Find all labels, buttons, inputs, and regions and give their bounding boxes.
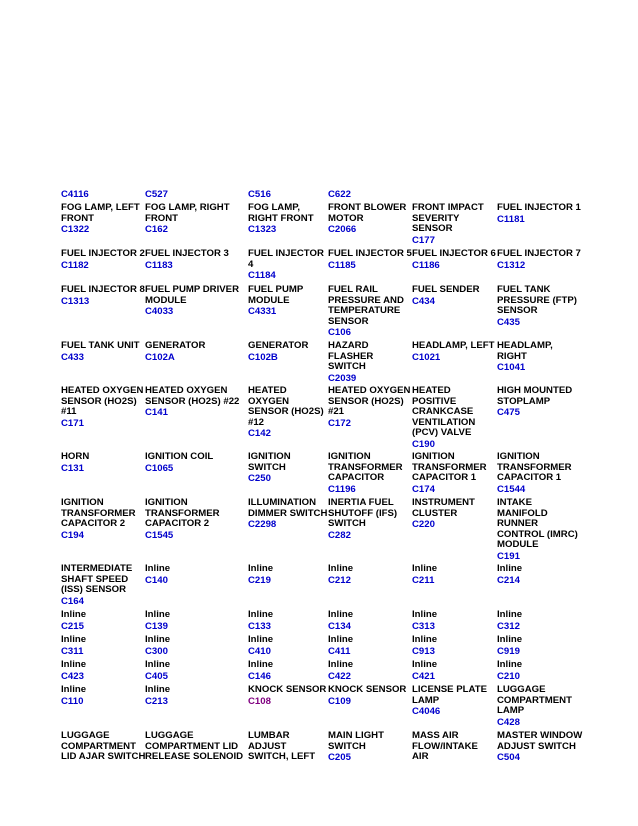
connector-link[interactable]: C2298 <box>248 519 277 531</box>
connector-entry <box>61 685 86 707</box>
connector-link[interactable]: C194 <box>61 529 84 541</box>
connector-entry <box>328 189 351 201</box>
component-name: IGNITION TRANSFORMER CAPACITOR 1 <box>497 451 572 484</box>
connector-entry <box>61 452 89 474</box>
component-name: FUEL INJECTOR 2 <box>61 248 145 259</box>
connector-entry <box>412 498 475 531</box>
connector-entry <box>497 635 522 657</box>
connector-link[interactable]: C212 <box>328 574 351 586</box>
connector-link[interactable]: C102A <box>145 351 175 363</box>
connector-entry <box>61 285 145 307</box>
component-name: FUEL INJECTOR 1 <box>497 202 581 213</box>
connector-link[interactable]: C220 <box>412 519 435 531</box>
connector-link[interactable]: C172 <box>328 417 351 429</box>
connector-link[interactable]: C4116 <box>61 189 89 200</box>
connector-link[interactable]: C282 <box>328 529 351 541</box>
component-name: Inline <box>145 634 171 645</box>
connector-entry <box>412 249 496 271</box>
connector-link[interactable]: C131 <box>61 462 84 474</box>
connector-link[interactable]: C313 <box>412 620 435 632</box>
connector-entry <box>412 610 437 632</box>
connector-entry <box>497 685 572 728</box>
component-name: Inline <box>328 609 354 620</box>
connector-entry <box>145 189 168 201</box>
connector-entry <box>328 610 353 632</box>
connector-entry <box>145 452 213 474</box>
connector-link[interactable]: C102B <box>248 351 278 363</box>
component-name: Inline <box>412 634 438 645</box>
component-name: FUEL INJECTOR 6 <box>412 248 496 259</box>
component-name: Inline <box>248 659 274 670</box>
connector-link[interactable]: C141 <box>145 407 168 419</box>
connector-link[interactable]: C913 <box>412 645 435 657</box>
component-name: HEADLAMP, RIGHT <box>497 340 553 362</box>
component-name: Inline <box>328 659 354 670</box>
component-name: KNOCK SENSOR <box>328 684 407 695</box>
connector-link[interactable]: C4033 <box>145 306 174 318</box>
connector-link[interactable]: C146 <box>248 670 271 682</box>
connector-entry <box>145 564 170 586</box>
connector-link[interactable]: C435 <box>497 316 520 328</box>
connector-entry <box>328 660 353 682</box>
connector-entry <box>328 685 406 707</box>
connector-entry <box>145 498 220 541</box>
connector-link[interactable]: C1185 <box>328 259 356 271</box>
component-name: FUEL RAIL PRESSURE AND TEMPERATURE SENSOR <box>328 284 404 327</box>
connector-entry <box>61 498 136 541</box>
connector-link[interactable]: C191 <box>497 550 520 562</box>
component-name: Inline <box>497 634 523 645</box>
connector-entry <box>248 386 324 440</box>
component-name: Inline <box>145 659 171 670</box>
connector-entry <box>412 635 437 657</box>
component-name: Inline <box>328 634 354 645</box>
connector-entry <box>145 610 170 632</box>
connector-link[interactable]: C300 <box>145 645 168 657</box>
component-name: INERTIA FUEL SHUTOFF (IFS) SWITCH <box>328 497 398 530</box>
component-name: FUEL INJECTOR 4 <box>248 248 324 270</box>
connector-link[interactable]: C527 <box>145 189 168 200</box>
component-name: Inline <box>412 563 438 574</box>
component-name: Inline <box>61 684 87 695</box>
component-name: FUEL INJECTOR 3 <box>145 248 229 259</box>
connector-link[interactable]: C219 <box>248 574 271 586</box>
connector-link[interactable]: C475 <box>497 407 520 419</box>
component-name: HEATED OXYGEN SENSOR (HO2S) #12 <box>248 385 324 428</box>
connector-entry <box>412 285 480 307</box>
component-name: GENERATOR <box>145 340 206 351</box>
connector-link[interactable]: C162 <box>145 224 168 236</box>
connector-entry <box>61 564 132 607</box>
connector-entry <box>328 452 403 495</box>
connector-link[interactable]: C106 <box>328 327 351 339</box>
connector-entry <box>328 731 384 764</box>
connector-link[interactable]: C1183 <box>145 259 173 271</box>
connector-link[interactable]: C1313 <box>61 295 90 307</box>
connector-entry <box>328 203 406 236</box>
component-name: Inline <box>145 563 171 574</box>
component-name: ILLUMINATION DIMMER SWITCH <box>248 497 328 519</box>
connector-entry <box>412 660 437 682</box>
component-name: IGNITION COIL <box>145 451 214 462</box>
component-name: FRONT IMPACT SEVERITY SENSOR <box>412 202 484 235</box>
connector-entry <box>497 249 581 271</box>
connector-link[interactable]: C133 <box>248 620 271 632</box>
connector-link[interactable]: C1323 <box>248 224 277 236</box>
connector-entry <box>328 249 412 271</box>
component-name: Inline <box>497 659 523 670</box>
component-name: Inline <box>248 634 274 645</box>
component-name: INSTRUMENT CLUSTER <box>412 497 475 519</box>
connector-entry <box>61 249 145 271</box>
connector-link[interactable]: C109 <box>328 695 351 707</box>
connector-entry <box>497 452 572 495</box>
connector-link[interactable]: C1544 <box>497 483 526 495</box>
connector-entry <box>248 610 273 632</box>
connector-link[interactable]: C422 <box>328 670 351 682</box>
connector-entry <box>145 635 170 657</box>
component-name: HIGH MOUNTED STOPLAMP <box>497 385 573 407</box>
component-name: IGNITION TRANSFORMER CAPACITOR <box>328 451 403 484</box>
component-name: IGNITION TRANSFORMER CAPACITOR 2 <box>145 497 220 530</box>
connector-link[interactable]: C142 <box>248 428 271 440</box>
connector-entry <box>61 189 89 201</box>
connector-entry <box>248 452 291 485</box>
connector-link[interactable]: C2066 <box>328 224 357 236</box>
connector-entry <box>328 635 353 657</box>
component-name: FUEL TANK UNIT <box>61 340 140 351</box>
connector-entry <box>328 285 404 339</box>
connector-entry <box>497 610 522 632</box>
component-name: LICENSE PLATE LAMP <box>412 684 487 706</box>
component-name: Inline <box>61 634 87 645</box>
connector-entry <box>497 341 553 374</box>
connector-entry <box>145 203 230 236</box>
connector-entry <box>328 564 353 586</box>
component-name: FUEL INJECTOR 7 <box>497 248 581 259</box>
component-name: HORN <box>61 451 90 462</box>
component-name: MASS AIR FLOW/INTAKE AIR <box>412 730 478 763</box>
component-name: HEATED OXYGEN SENSOR (HO2S) #21 <box>328 385 411 418</box>
component-name: HEADLAMP, LEFT <box>412 340 495 351</box>
component-name: HAZARD FLASHER SWITCH <box>328 340 374 373</box>
connector-entry <box>61 341 140 363</box>
connector-link[interactable]: C311 <box>61 645 84 657</box>
connector-link[interactable]: C1545 <box>145 529 174 541</box>
connector-link[interactable]: C210 <box>497 670 520 682</box>
connector-entry <box>412 685 487 718</box>
component-name: KNOCK SENSOR <box>248 684 327 695</box>
component-name: Inline <box>497 609 523 620</box>
connector-entry <box>248 660 273 682</box>
connector-entry <box>497 203 581 225</box>
component-name: Inline <box>61 609 87 620</box>
connector-link[interactable]: C1182 <box>61 259 89 271</box>
connector-entry <box>248 249 324 282</box>
connector-entry <box>328 498 397 541</box>
component-name: HEATED POSITIVE CRANKCASE VENTILATION (PCV) VALVE <box>412 385 476 439</box>
connector-link[interactable]: C190 <box>412 438 435 450</box>
component-name: Inline <box>497 563 523 574</box>
component-name: FOG LAMP, RIGHT FRONT <box>248 202 314 224</box>
component-name: HEATED OXYGEN SENSOR (HO2S) #22 <box>145 385 240 407</box>
connector-entry <box>61 635 86 657</box>
connector-entry <box>497 660 522 682</box>
connector-link[interactable]: C434 <box>412 295 435 307</box>
connector-entry <box>497 386 572 419</box>
connector-entry <box>61 731 145 763</box>
connector-entry <box>248 731 315 763</box>
component-name: Inline <box>248 609 274 620</box>
connector-entry <box>412 564 437 586</box>
connector-link[interactable]: C1312 <box>497 259 526 271</box>
component-name: Inline <box>412 659 438 670</box>
connector-link[interactable]: C4046 <box>412 706 441 718</box>
component-name: FUEL PUMP DRIVER MODULE <box>145 284 239 306</box>
component-name: LUGGAGE COMPARTMENT LID AJAR SWITCH <box>61 730 146 763</box>
connector-link[interactable]: C504 <box>497 752 520 764</box>
connector-link[interactable]: C134 <box>328 620 351 632</box>
connector-link[interactable]: C1041 <box>497 362 526 374</box>
component-name: LUGGAGE COMPARTMENT LID RELEASE SOLENOID <box>145 730 244 763</box>
component-name: IGNITION SWITCH <box>248 451 291 473</box>
connector-entry <box>248 203 314 236</box>
connector-entry <box>145 386 239 419</box>
connector-entry <box>328 341 373 384</box>
component-name: FOG LAMP, RIGHT FRONT <box>145 202 230 224</box>
connector-entry <box>412 203 484 246</box>
component-name: HEATED OXYGEN SENSOR (HO2S) #11 <box>61 385 144 418</box>
connector-link[interactable]: C4331 <box>248 306 277 318</box>
connector-entry <box>145 660 170 682</box>
connector-entry <box>497 285 577 328</box>
component-name: FUEL SENDER <box>412 284 480 295</box>
connector-link[interactable]: C410 <box>248 645 271 657</box>
component-name: LUMBAR ADJUST SWITCH, LEFT <box>248 730 316 763</box>
connector-link[interactable]: C1021 <box>412 351 441 363</box>
connector-entry <box>248 564 273 586</box>
connector-link[interactable]: C214 <box>497 574 520 586</box>
component-name: IGNITION TRANSFORMER CAPACITOR 1 <box>412 451 487 484</box>
connector-entry <box>145 341 205 363</box>
connector-link[interactable]: C164 <box>61 595 84 607</box>
connector-link[interactable]: C919 <box>497 645 520 657</box>
connector-entry <box>61 660 86 682</box>
connector-entry <box>248 685 326 707</box>
component-name: FUEL PUMP MODULE <box>248 284 304 306</box>
connector-entry <box>145 685 170 707</box>
component-name: FOG LAMP, LEFT FRONT <box>61 202 140 224</box>
component-name: INTAKE MANIFOLD RUNNER CONTROL (IMRC) MODULE <box>497 497 578 551</box>
connector-entry <box>145 285 239 318</box>
connector-link[interactable]: C177 <box>412 234 435 246</box>
connector-link[interactable]: C428 <box>497 716 520 728</box>
component-name: FRONT BLOWER MOTOR <box>328 202 407 224</box>
connector-entry <box>248 189 271 201</box>
connector-link[interactable]: C2039 <box>328 372 357 384</box>
connector-link[interactable]: C110 <box>61 695 84 707</box>
connector-link[interactable]: C421 <box>412 670 435 682</box>
component-name: GENERATOR <box>248 340 309 351</box>
connector-entry <box>248 635 273 657</box>
component-name: MAIN LIGHT SWITCH <box>328 730 384 752</box>
connector-entry <box>412 452 487 495</box>
connector-entry <box>61 386 143 429</box>
connector-link[interactable]: C622 <box>328 189 351 200</box>
connector-link[interactable]: C1186 <box>412 259 440 271</box>
connector-entry <box>248 498 327 531</box>
connector-entry <box>248 285 303 318</box>
connector-link[interactable]: C433 <box>61 351 84 363</box>
component-name: FUEL TANK PRESSURE (FTP) SENSOR <box>497 284 577 317</box>
connector-link[interactable]: C1181 <box>497 213 525 225</box>
component-name: FUEL INJECTOR 5 <box>328 248 412 259</box>
connector-entry <box>61 203 140 236</box>
connector-link[interactable]: C405 <box>145 670 168 682</box>
connector-link[interactable]: C312 <box>497 620 520 632</box>
component-name: Inline <box>328 563 354 574</box>
connector-entry <box>497 564 522 586</box>
connector-entry <box>412 731 478 763</box>
component-name: IGNITION TRANSFORMER CAPACITOR 2 <box>61 497 136 530</box>
connector-link[interactable]: C174 <box>412 483 435 495</box>
connector-entry <box>248 341 308 363</box>
component-name: INTERMEDIATE SHAFT SPEED (ISS) SENSOR <box>61 563 133 596</box>
component-name: FUEL INJECTOR 8 <box>61 284 145 295</box>
component-name: Inline <box>412 609 438 620</box>
connector-link[interactable]: C171 <box>61 417 84 429</box>
connector-link[interactable]: C215 <box>61 620 84 632</box>
connector-entry <box>412 341 494 363</box>
connector-entry <box>145 731 243 763</box>
connector-entry <box>412 386 475 451</box>
connector-entry <box>497 731 582 764</box>
connector-link[interactable]: C1065 <box>145 462 174 474</box>
connector-link[interactable]: C516 <box>248 189 271 200</box>
component-name: Inline <box>248 563 274 574</box>
component-name: Inline <box>145 609 171 620</box>
connector-link[interactable]: C1196 <box>328 483 356 495</box>
connector-link[interactable]: C213 <box>145 695 168 707</box>
component-name: MASTER WINDOW ADJUST SWITCH <box>497 730 583 752</box>
connector-link[interactable]: C1322 <box>61 224 90 236</box>
connector-link[interactable]: C139 <box>145 620 168 632</box>
connector-entry <box>61 610 86 632</box>
component-name: LUGGAGE COMPARTMENT LAMP <box>497 684 572 717</box>
connector-link[interactable]: C108 <box>248 695 271 707</box>
connector-link[interactable]: C423 <box>61 670 84 682</box>
connector-entry <box>497 498 578 563</box>
connector-link[interactable]: C205 <box>328 752 351 764</box>
component-name: Inline <box>61 659 87 670</box>
connector-link[interactable]: C1184 <box>248 270 276 282</box>
connector-link[interactable]: C411 <box>328 645 351 657</box>
connector-link[interactable]: C140 <box>145 574 168 586</box>
component-name: Inline <box>145 684 171 695</box>
connector-entry <box>328 386 410 429</box>
connector-link[interactable]: C250 <box>248 473 271 485</box>
connector-link[interactable]: C211 <box>412 574 435 586</box>
connector-entry <box>145 249 229 271</box>
